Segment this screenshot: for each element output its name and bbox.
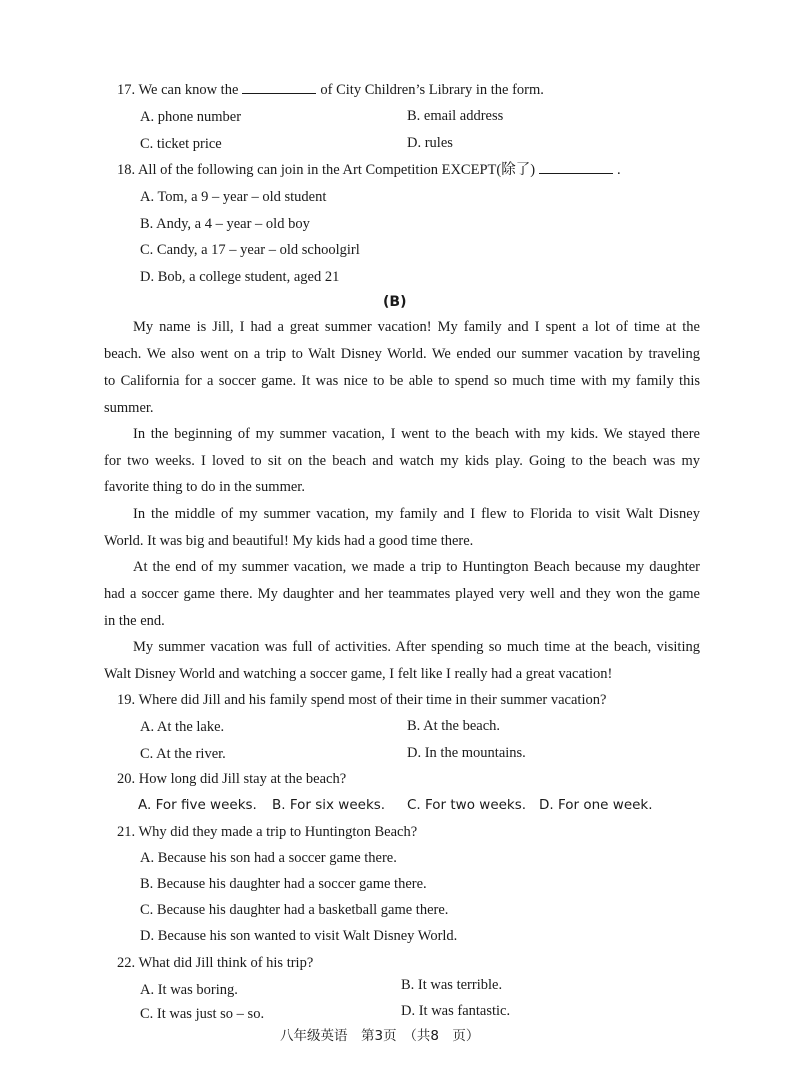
q20-option-a: A. For five weeks. <box>138 797 257 813</box>
q22-option-a: A. It was boring. <box>140 982 238 998</box>
passage-line: My summer vacation was full of activities. After spending so much time at the beach, visiting <box>133 639 700 655</box>
q22-option-c: C. It was just so – so. <box>140 1006 265 1022</box>
q21-option-a: A. Because his son had a soccer game there. <box>140 850 397 866</box>
question-20-stem: 20. How long did Jill stay at the beach? <box>117 771 347 787</box>
passage-line: At the end of my summer vacation, we made a trip to Huntington Beach because my daughter <box>133 559 700 575</box>
passage-line: My name is Jill, I had a great summer vacation! My family and I spent a lot of time at the <box>133 319 700 335</box>
question-17-stem <box>117 80 544 100</box>
passage-line: for two weeks. I loved to sit on the beach and watch my kids play. Going to the beach was my <box>104 453 700 469</box>
q18-option-d: D. Bob, a college student, aged 21 <box>140 269 340 285</box>
section-heading: (B) <box>383 294 407 310</box>
q17-option-d: D. rules <box>407 135 453 151</box>
q17-option-b: B. email address <box>407 108 504 124</box>
q19-option-b: B. At the beach. <box>407 718 501 734</box>
passage-line: World. It was big and beautiful! My kids had a good time there. <box>104 533 474 549</box>
q20-option-c: C. For two weeks. <box>407 797 527 813</box>
q22-option-d: D. It was fantastic. <box>401 1003 511 1019</box>
q21-option-d: D. Because his son wanted to visit Walt Disney World. <box>140 928 458 944</box>
q22-option-b: B. It was terrible. <box>401 977 503 993</box>
q20-option-d: D. For one week. <box>539 797 653 813</box>
answer-blank <box>539 161 613 174</box>
passage-line: had a soccer game there. My daughter and her teammates played very well and they won the game <box>104 586 700 602</box>
passage-line: beach. We also went on a trip to Walt Disney World. We ended our summer vacation by traveling <box>104 346 700 362</box>
passage-line: Walt Disney World and watching a soccer game, I felt like I really had a great vacation! <box>104 666 613 682</box>
question-22-stem: 22. What did Jill think of his trip? <box>117 955 314 971</box>
q17-stem-before: 17. We can know the <box>117 82 239 98</box>
q17-option-c: C. ticket price <box>140 136 222 152</box>
q20-option-b: B. For six weeks. <box>272 797 386 813</box>
passage-line: In the middle of my summer vacation, my family and I flew to Florida to visit Walt Disney <box>133 506 700 522</box>
passage-line: In the beginning of my summer vacation, I went to the beach with my kids. We stayed there <box>133 426 700 442</box>
q21-option-c: C. Because his daughter had a basketball game there. <box>140 902 449 918</box>
passage-line: favorite thing to do in the summer. <box>104 479 305 495</box>
q18-option-a: A. Tom, a 9 – year – old student <box>140 189 327 205</box>
question-21-stem: 21. Why did they made a trip to Huntington Beach? <box>117 824 418 840</box>
q19-option-a: A. At the lake. <box>140 719 225 735</box>
q17-option-a: A. phone number <box>140 109 242 125</box>
answer-blank <box>242 81 316 94</box>
q19-option-d: D. In the mountains. <box>407 745 526 761</box>
q18-option-c: C. Candy, a 17 – year – old schoolgirl <box>140 242 360 258</box>
question-19-stem: 19. Where did Jill and his family spend most of their time in their summer vacation? <box>117 692 607 708</box>
passage-line: to California for a soccer game. It was nice to be able to spend so much time with my family this <box>104 373 700 389</box>
q17-stem-after: of City Children’s Library in the form. <box>320 82 544 98</box>
q18-option-b: B. Andy, a 4 – year – old boy <box>140 216 310 232</box>
q21-option-b: B. Because his daughter had a soccer game there. <box>140 876 427 892</box>
question-18-stem: 18. All of the following can join in the Art Competition EXCEPT(除了) . <box>117 162 621 178</box>
q19-option-c: C. At the river. <box>140 746 226 762</box>
q18-stem-text: 18. All of the following can join in the Art Competition EXCEPT(除了) <box>117 162 536 178</box>
page-footer: 八年级英语 第3页 （共8 页） <box>280 1028 480 1044</box>
passage-line: summer. <box>104 400 154 416</box>
passage-line: in the end. <box>104 613 165 629</box>
